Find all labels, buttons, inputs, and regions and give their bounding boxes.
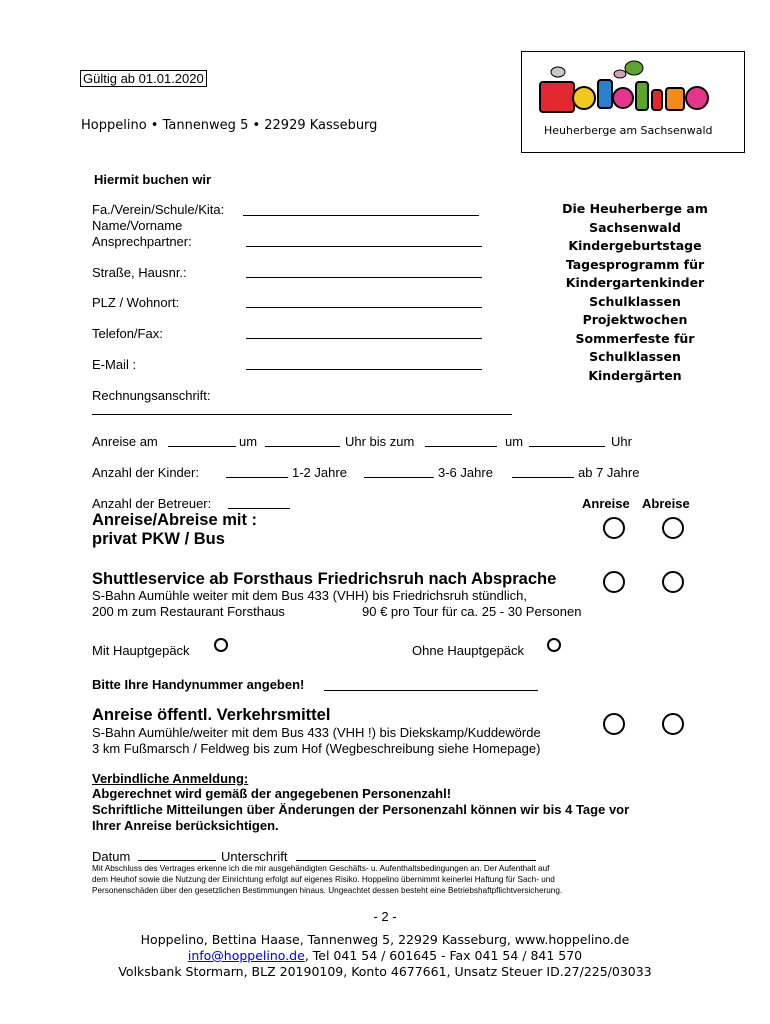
mobile-prompt: Bitte Ihre Handynummer angeben! [92,677,305,692]
public-line2: 3 km Fußmarsch / Feldweg bis zum Hof (Wegbeschreibung siehe Homepage) [92,741,541,756]
offers-list [540,200,730,385]
zip-label: PLZ / Wohnort: [92,295,180,310]
valid-from: Gültig ab 01.01.2020 [80,70,207,87]
billing-label: Rechnungsanschrift: [92,388,211,403]
binding-title: Verbindliche Anmeldung: [92,771,249,786]
contact-label: Ansprechpartner: [92,234,192,249]
name-label: Name/Vorname [92,218,183,233]
shuttle-line1: S-Bahn Aumühle weiter mit dem Bus 433 (VHH) bis Friedrichsruh stündlich, [92,588,527,603]
terms-line3: Personenschäden über den gesetzlichen Bestimmungen hinaus. Ungeachtet dessen besteht eine Betriebshaftpflichtversicherung. [92,886,563,895]
offer-item: Schulklassen [589,349,681,364]
age1-label: 1-2 Jahre [292,465,347,480]
shuttle-price: 90 € pro Tour für ca. 25 - 30 Personen [362,604,582,619]
until-label: Uhr bis zum [345,434,415,449]
arrival-column-header: Anreise [582,496,630,511]
public-departure-radio[interactable] [662,713,684,735]
shuttle-arrival-radio[interactable] [603,571,625,593]
with-luggage-label: Mit Hauptgepäck [92,643,190,658]
offer-item: Sommerfeste für [575,330,695,346]
terms-line2: dem Heuhof sowie die Nutzung der Einrichtung erfolgt auf eigenes Risiko. Hoppelino übernimmt keinerlei Haftung für Sach- und [92,875,555,884]
zip-input[interactable] [246,307,482,308]
offer-item: Projektwochen [582,312,688,327]
age2-label: 3-6 Jahre [438,465,493,480]
private-title-1: Anreise/Abreise mit : [92,511,258,529]
arrival-time-input[interactable] [265,446,340,447]
shuttle-title: Shuttleservice ab Forsthaus Friedrichsruh nach Absprache [92,570,557,588]
phone-input[interactable] [246,338,482,339]
supervisors-input[interactable] [228,508,290,509]
offer-item: Kindergärten [588,367,682,383]
footer-email-link[interactable]: info@hoppelino.de [187,948,305,963]
children-age2-input[interactable] [364,477,434,478]
street-input[interactable] [246,277,482,278]
email-input[interactable] [246,369,482,370]
org-label: Fa./Verein/Schule/Kita: [92,202,225,217]
date-label: Datum [92,849,131,864]
company-address: Hoppelino • Tannenweg 5 • 22929 Kasseburg [81,118,378,133]
offer-item: Kindergartenkinder [565,275,705,290]
private-departure-radio[interactable] [662,517,684,539]
public-title: Anreise öffentl. Verkehrsmittel [92,706,331,724]
arrival-time-label: um [239,434,258,449]
email-label: E-Mail : [92,357,137,372]
offer-item: Kindergeburtstage [568,238,702,253]
private-arrival-radio[interactable] [603,517,625,539]
billing-input[interactable] [92,414,512,415]
binding-line3: Ihrer Anreise berücksichtigen. [92,818,279,833]
contact-input[interactable] [246,246,482,247]
departure-time-label: um [505,434,524,449]
footer-line2 [0,948,770,963]
departure-time-input[interactable] [529,446,605,447]
children-age3-input[interactable] [512,477,574,478]
footer-contact: , Tel 041 54 / 601645 - Fax 041 54 / 841 570 [304,948,583,963]
offer-item: Sachsenwald [589,219,681,235]
supervisors-label: Anzahl der Betreuer: [92,496,212,511]
signature-label: Unterschrift [221,849,288,864]
offer-item: Schulklassen [589,293,681,309]
intro-text: Hiermit buchen wir [94,172,212,187]
mobile-input[interactable] [324,690,538,691]
hoppelino-logo-graphic [522,52,744,152]
logo [521,51,745,153]
binding-line1: Abgerechnet wird gemäß der angegebenen Personenzahl! [92,786,452,801]
footer-line3: Volksbank Stormarn, BLZ 20190109, Konto 4677661, Unsatz Steuer ID.27/225/03033 [118,964,652,979]
departure-date-input[interactable] [425,446,497,447]
offer-item: Tagesprogramm für [565,256,705,272]
offer-item: Die Heuherberge am [562,201,708,216]
children-label: Anzahl der Kinder: [92,465,199,480]
shuttle-departure-radio[interactable] [662,571,684,593]
arrival-date-input[interactable] [168,446,236,447]
with-luggage-radio[interactable] [214,638,228,652]
page-number: - 2 - [373,909,397,924]
phone-label: Telefon/Fax: [92,326,163,341]
binding-line2: Schriftliche Mitteilungen über Änderungen der Personenzahl können wir bis 4 Tage vor [92,802,630,817]
public-line1: S-Bahn Aumühle/weiter mit dem Bus 433 (VHH !) bis Diekskamp/Kuddewörde [92,725,541,740]
children-age1-input[interactable] [226,477,288,478]
date-input[interactable] [138,860,216,861]
without-luggage-label: Ohne Hauptgepäck [412,643,525,658]
clock-label: Uhr [611,434,632,449]
age3-label: ab 7 Jahre [578,465,640,480]
private-title-2: privat PKW / Bus [92,530,225,548]
public-arrival-radio[interactable] [603,713,625,735]
arrival-label: Anreise am [92,434,158,449]
shuttle-line2: 200 m zum Restaurant Forsthaus [92,604,285,619]
signature-input[interactable] [296,860,536,861]
org-input[interactable] [243,215,479,216]
terms-line1: Mit Abschluss des Vertrages erkenne ich die mir ausgehändigten Geschäfts- u. Aufenthaltsbedingungen an. Der Aufenthalt auf [92,864,550,873]
logo-subtitle: Heuherberge am Sachsenwald [544,124,713,137]
street-label: Straße, Hausnr.: [92,265,187,280]
footer-line1: Hoppelino, Bettina Haase, Tannenweg 5, 22929 Kasseburg, www.hoppelino.de [140,932,630,947]
departure-column-header: Abreise [642,496,690,511]
without-luggage-radio[interactable] [547,638,561,652]
